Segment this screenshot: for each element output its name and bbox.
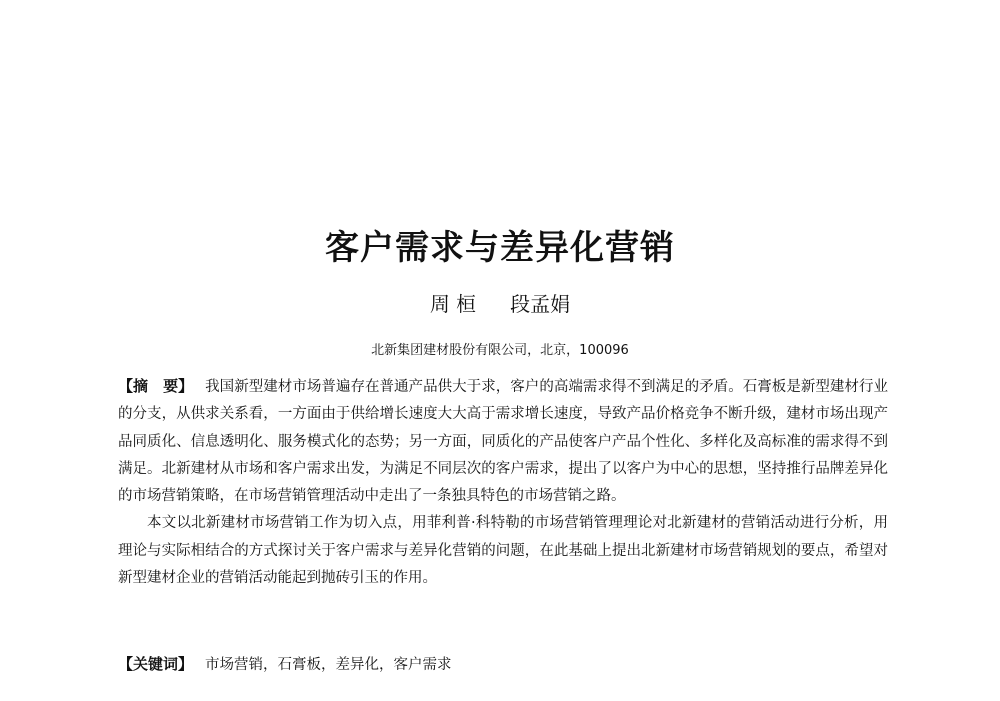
author-line bbox=[0, 290, 1000, 318]
abstract-paragraph bbox=[118, 373, 888, 510]
keywords-text: 市场营销，石膏板，差异化，客户需求 bbox=[205, 657, 452, 673]
keywords-label: 【关键词】 bbox=[118, 655, 194, 673]
keywords-section bbox=[118, 651, 888, 679]
paper-title: 客户需求与差异化营销 bbox=[325, 228, 675, 268]
abstract-paragraph: 本文以北新建材市场营销工作为切入点，用菲利普·科特勒的市场营销管理理论对北新建材的营销活动进行分析，用理论与实际相结合的方式探讨关于客户需求与差异化营销的问题，在此基础上提出北新建材市场营销规划的要点，希望对新型建材企业的营销活动能起到抛砖引玉的作用。 bbox=[118, 515, 888, 587]
author-affiliation: 北新集团建材股份有限公司，北京，100096 bbox=[371, 343, 629, 358]
abstract-section bbox=[118, 373, 888, 592]
abstract-label: 【摘 要】 bbox=[118, 377, 194, 395]
abstract-text: 我国新型建材市场普遍存在普通产品供大于求，客户的高端需求得不到满足的矛盾。石膏板是新型建材行业的分支，从供求关系看，一方面由于供给增长速度大大高于需求增长速度，导致产品价格竞争不断升级，建材市场出现产品同质化、信息透明化、服务模式化的态势；另一方面，同质化的产品使客户产品个性化、多样化及高标准的需求得不到满足。北新建材从市场和客户需求出发，为满足不同层次的客户需求，提出了以客户为中心的思想，坚持推行品牌差异化的市场营销策略，在市场营销管理活动中走出了一条独具特色的市场营销之路。 bbox=[118, 379, 888, 505]
author-name: 周 桓 bbox=[429, 292, 477, 316]
author-name: 段孟娟 bbox=[510, 292, 571, 316]
